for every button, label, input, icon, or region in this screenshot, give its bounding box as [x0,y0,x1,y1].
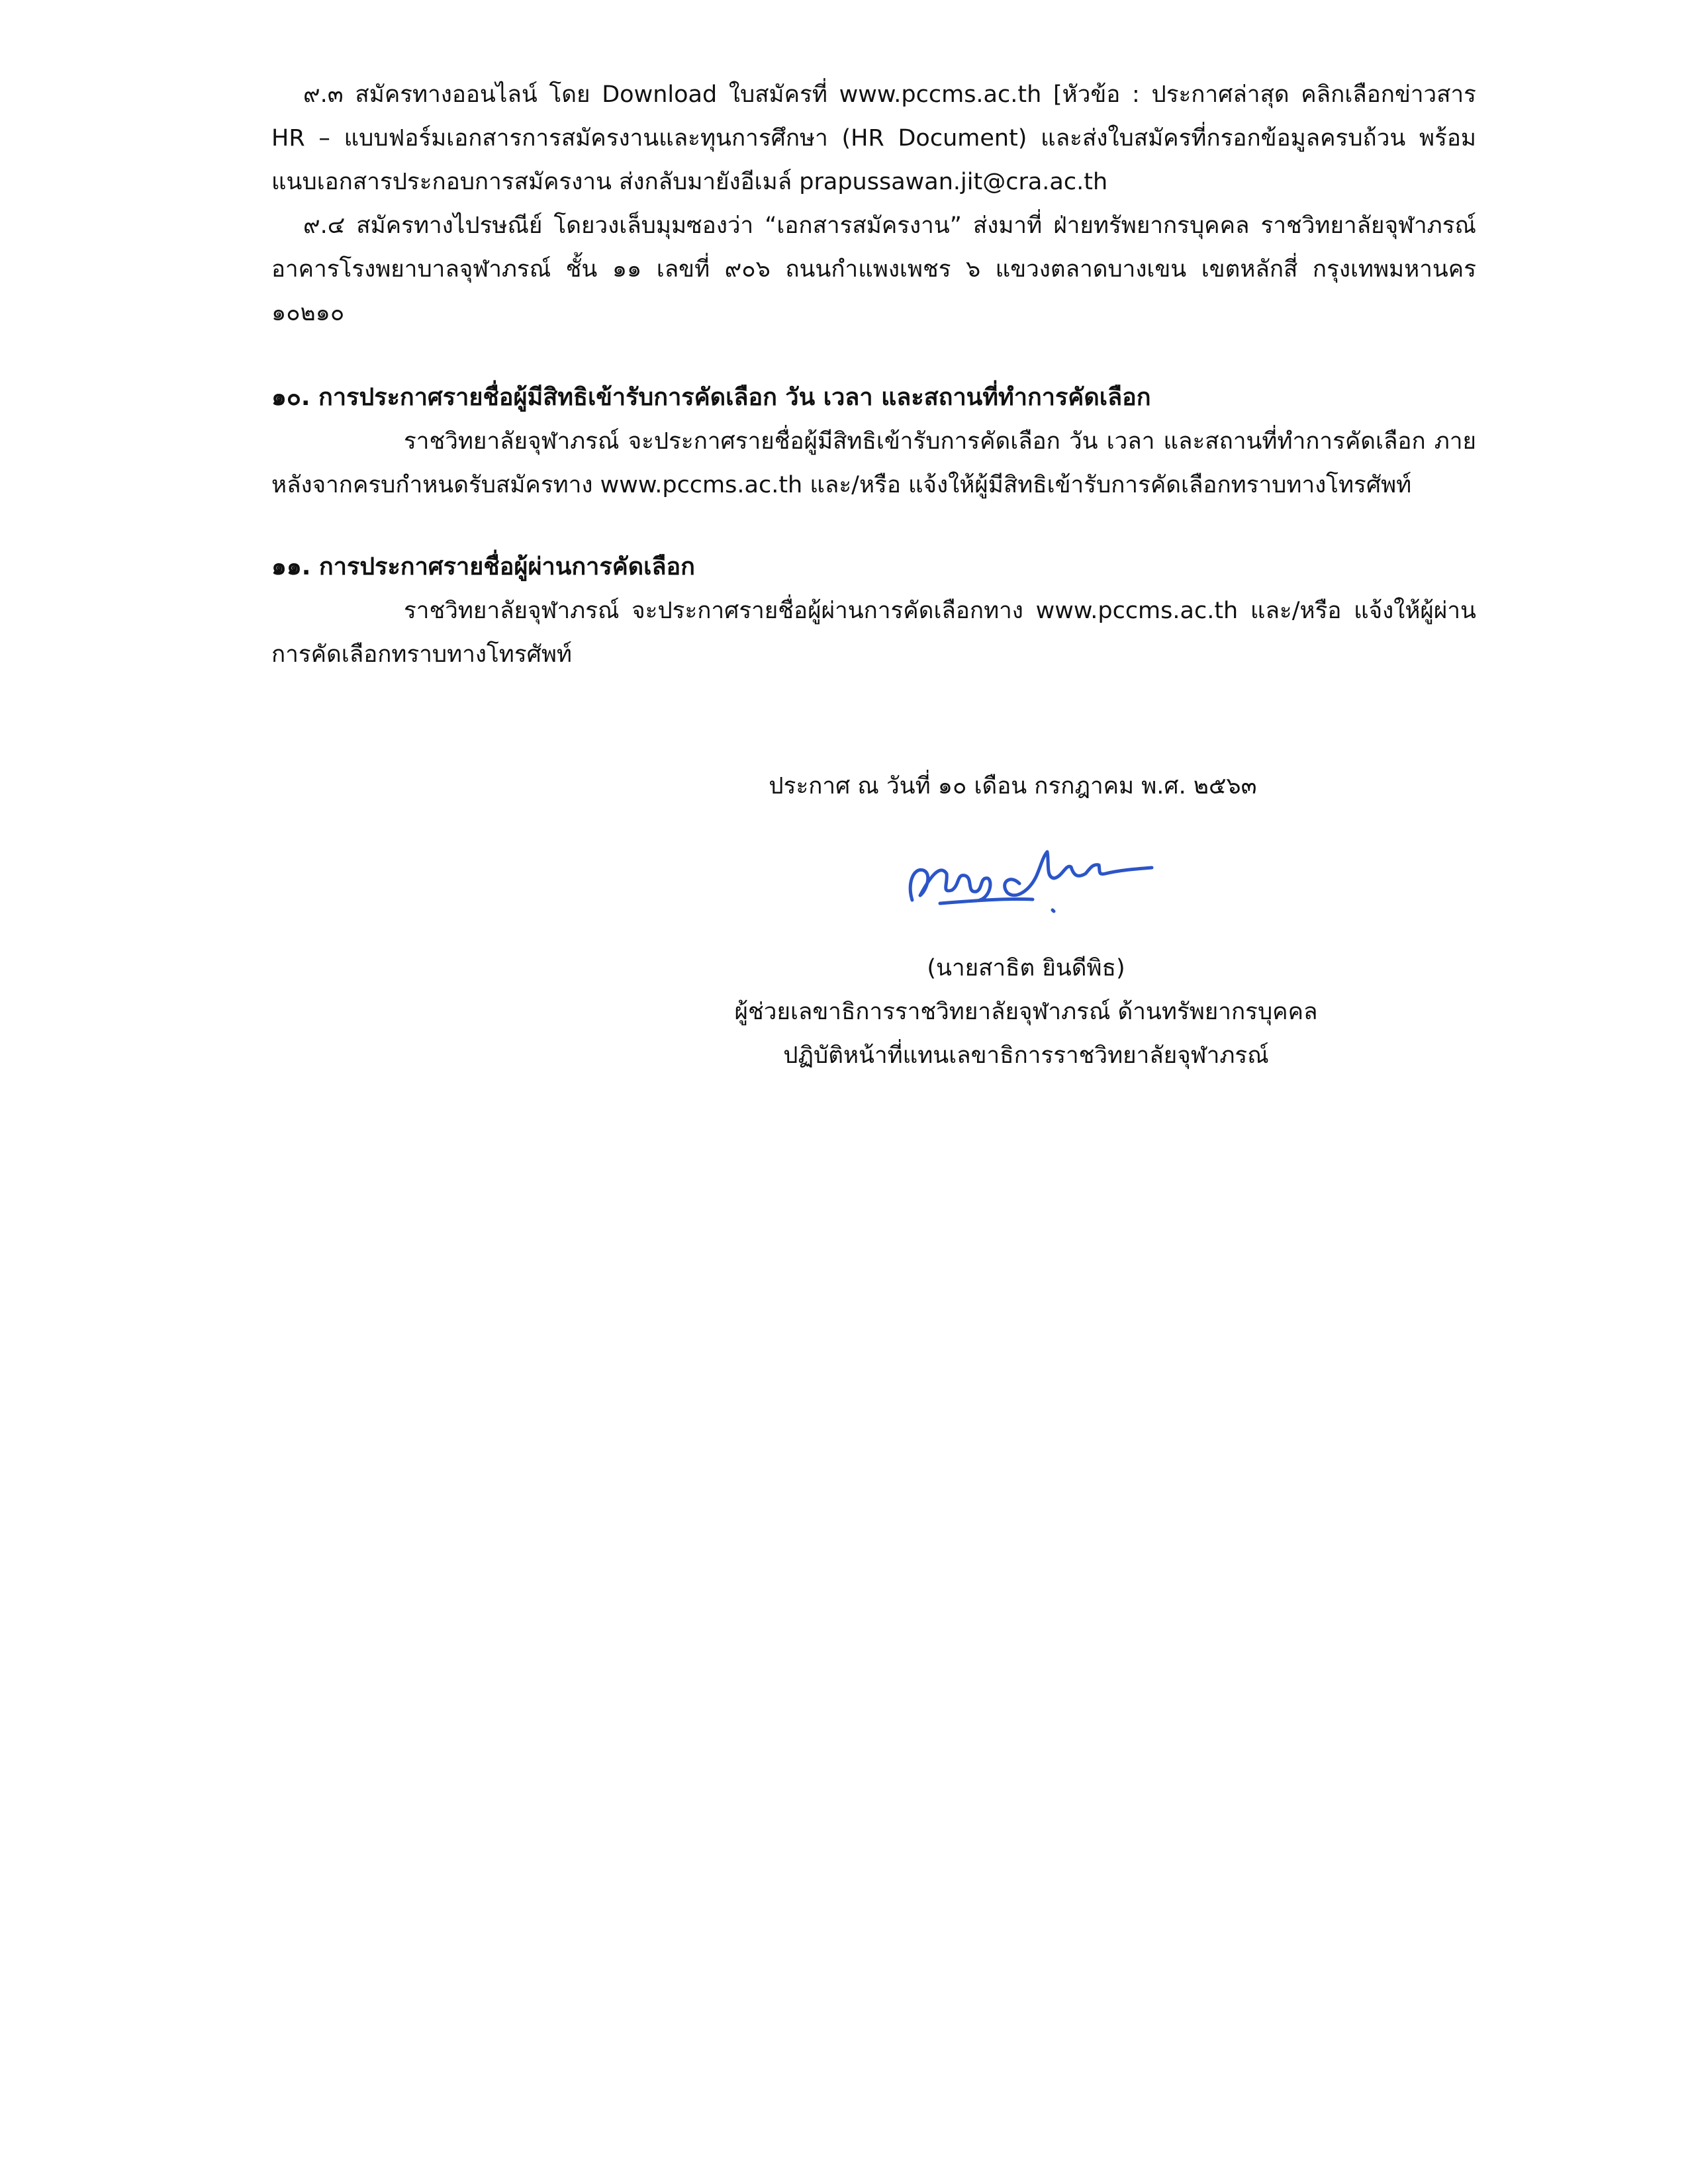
announcement-date: ประกาศ ณ วันที่ ๑๐ เดือน กรกฎาคม พ.ศ. ๒๕๖๓ [769,773,1257,799]
document-page [271,73,1476,676]
section-10-body: ราชวิทยาลัยจุฬาภรณ์ จะประกาศรายชื่อผู้มีสิทธิเข้ารับการคัดเลือก วัน เวลา และสถานที่ทำการคัดเลือก ภายหลังจากครบกำหนดรับสมัครทาง www.pccms.ac.th และ/หรือ แจ้งให้ผู้มีสิทธิเข้ารับการคัดเลือกทราบทางโทรศัพท์ [271,428,1476,498]
signer-block [662,946,1390,1077]
item-9-4: ๙.๔ สมัครทางไปรษณีย์ โดยวงเล็บมุมซองว่า “เอกสารสมัครงาน” ส่งมาที่ ฝ่ายทรัพยากรบุคคล ราชวิทยาลัยจุฬาภรณ์ อาคารโรงพยาบาลจุฬาภรณ์ ชั้น ๑๑ เลขที่ ๙๐๖ ถนนกำแพงเพชร ๖ แขวงตลาดบางเขน เขตหลักสี่ กรุงเทพมหานคร ๑๐๒๑๐ [271,212,1476,326]
signer-name: (นายสาธิต ยินดีพิธ) [927,955,1125,981]
signature-image [900,837,1165,923]
signer-title: ผู้ช่วยเลขาธิการราชวิทยาลัยจุฬาภรณ์ ด้านทรัพยากรบุคคล [734,999,1318,1025]
section-11-heading: ๑๑. การประกาศรายชื่อผู้ผ่านการคัดเลือก [271,553,695,580]
section-11-body: ราชวิทยาลัยจุฬาภรณ์ จะประกาศรายชื่อผู้ผ่านการคัดเลือกทาง www.pccms.ac.th และ/หรือ แจ้งให้ผู้ผ่านการคัดเลือกทราบทางโทรศัพท์ [271,598,1476,668]
signer-acting-title: ปฏิบัติหน้าที่แทนเลขาธิการราชวิทยาลัยจุฬาภรณ์ [783,1042,1269,1069]
item-9-3: ๙.๓ สมัครทางออนไลน์ โดย Download ใบสมัครที่ www.pccms.ac.th [หัวข้อ : ประกาศล่าสุด คลิกเลือกข่าวสาร HR – แบบฟอร์มเอกสารการสมัครงานและทุนการศึกษา (HR Document) และส่งใบสมัครที่กรอกข้อมูลครบถ้วน พร้อมแนบเอกสารประกอบการสมัครงาน ส่งกลับมายังอีเมล์ prapussawan.jit@cra.ac.th [271,81,1476,195]
section-10-heading: ๑๐. การประกาศรายชื่อผู้มีสิทธิเข้ารับการคัดเลือก วัน เวลา และสถานที่ทำการคัดเลือก [271,384,1151,411]
